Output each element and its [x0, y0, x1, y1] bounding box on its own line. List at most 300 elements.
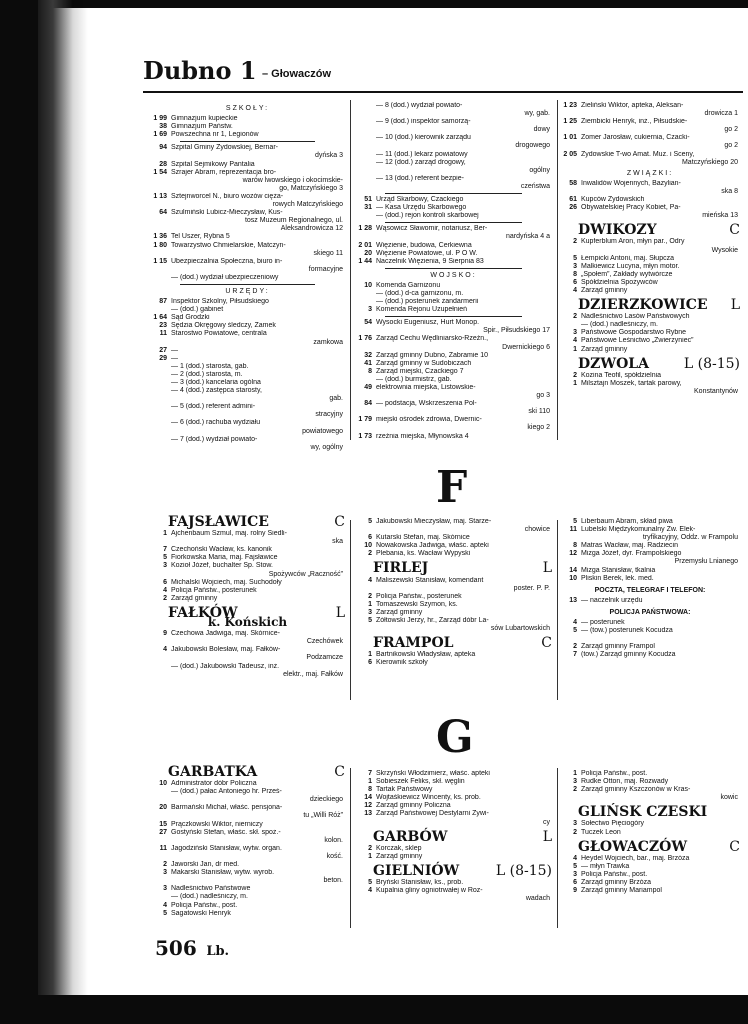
entry-text: — (dod.) posterunek żandarmerii: [376, 298, 479, 306]
section-heading: ZWIĄZKI:: [626, 169, 674, 177]
phone-number: 4: [573, 854, 577, 862]
phone-number: [150, 371, 171, 379]
entry-continuation: Przemysłu Lnianego: [674, 558, 738, 566]
directory-entry: [150, 371, 345, 379]
directory-entry: [355, 651, 552, 659]
phone-number: [355, 175, 376, 183]
phone-number: 61: [569, 196, 577, 204]
town-heading: [560, 355, 740, 372]
directory-entry: [150, 663, 345, 671]
directory-entry: [560, 871, 740, 879]
directory-entry: [150, 363, 345, 371]
subsection-heading: POCZTA, TELEGRAF I TELEFON:: [594, 586, 706, 594]
entry-continuation: wy, gab.: [524, 110, 550, 118]
phone-number: 84: [364, 400, 372, 408]
entry-text: Inspektor Szkolny, Piłsudskiego: [171, 298, 269, 306]
entry-text: Zarząd gminny: [376, 852, 423, 860]
phone-number: 4: [573, 619, 577, 627]
phone-number: 1: [573, 379, 577, 387]
phone-number: 58: [569, 179, 577, 187]
phone-number: 6: [573, 879, 577, 887]
entry-continuation: sów Lubartowskich: [490, 625, 550, 633]
entry-text: Rudke Otton, maj. Rozwady: [581, 778, 669, 786]
phone-number: 31: [364, 204, 372, 212]
entry-continuation: tryfikacyjny, Oddz. w Frampolu: [642, 534, 738, 542]
entry-text: Więzienie Powiatowe, ul. P O W.: [376, 249, 478, 257]
directory-entry: [560, 238, 740, 246]
entry-text: Spółdzielnia Spożywców: [581, 278, 658, 286]
phone-number: 1 69: [153, 131, 167, 139]
directory-entry: [355, 175, 552, 183]
directory-entry: [355, 659, 552, 667]
column-dubno-offices-continued: [355, 102, 552, 441]
directory-entry: [150, 209, 345, 217]
town-name: FRAMPOL: [373, 635, 454, 652]
directory-entry: [150, 193, 345, 201]
entry-continuation: kiego 2: [527, 424, 550, 432]
entry-continuation: tu „Willi Róż”: [303, 812, 343, 820]
town-heading: [355, 635, 552, 652]
entry-text: Gimnazjum kupieckie: [171, 115, 238, 123]
phone-number: 3: [163, 562, 167, 570]
directory-entry: [355, 151, 552, 159]
phone-number: 5: [573, 254, 577, 262]
entry-text: Ajchenbaum Szmul, maj. rolny Siedli-: [171, 530, 287, 538]
entry-text: Ubezpieczalnia Społeczna, biuro in-: [171, 257, 283, 265]
entry-continuation: ska: [332, 538, 343, 546]
directory-entry: [355, 794, 552, 802]
phone-number: 51: [364, 196, 372, 204]
phone-number: [355, 290, 376, 298]
phone-number: 4: [163, 646, 167, 654]
directory-entry: [355, 416, 552, 424]
phone-number: [355, 298, 376, 306]
phone-number: 1 36: [153, 233, 167, 241]
entry-text: Zarząd gminny: [171, 594, 218, 602]
entry-text: Kierownik szkoły: [376, 659, 428, 667]
entry-continuation: Spożywców „Raczność”: [268, 570, 343, 578]
directory-entry: [355, 225, 552, 233]
phone-number: 27: [159, 346, 167, 354]
exchange-code: C: [729, 838, 740, 855]
entry-divider: [385, 222, 522, 223]
directory-entry: [355, 617, 552, 625]
directory-entry: [150, 804, 345, 812]
directory-entry: [355, 204, 552, 212]
entry-continuation: dyńska 3: [314, 152, 343, 160]
entry-text: Policja Państw., post.: [171, 901, 238, 909]
entry-text: — 6 (dod.) rachuba wydziału: [171, 419, 261, 427]
phone-number: 54: [364, 319, 372, 327]
entry-text: Milsztajn Moszek, tartak parowy,: [581, 379, 682, 387]
entry-text: Obywatelskiej Pracy Kobiet, Pa-: [581, 204, 681, 212]
entry-continuation: Aleksandrowicza 12: [280, 225, 343, 233]
directory-entry: [560, 829, 740, 837]
entry-text: — (dod.) Jakubowski Tadeusz, inż.: [171, 662, 280, 670]
entry-text: Bryński Stanisław, ks., prob.: [376, 879, 464, 887]
entry-text: Wojtaśkiewicz Wincenty, ks. prob.: [376, 794, 481, 802]
entry-text: Kutarski Stefan, maj. Skórnice: [376, 534, 470, 542]
phone-number: 1 23: [563, 102, 577, 109]
column-garbatka: [150, 762, 345, 918]
phone-number: 1 25: [563, 118, 577, 126]
entry-text: „Społem”, Zakłady wytwórcze: [581, 270, 673, 278]
directory-entry: [150, 646, 345, 654]
directory-entry: [560, 887, 740, 895]
town-name: GARBATKA: [168, 764, 258, 780]
phone-number: 4: [163, 586, 167, 594]
phone-number: 3: [573, 778, 577, 786]
phone-number: 8: [573, 270, 577, 278]
phone-number: 20: [364, 249, 372, 257]
directory-entry: [560, 196, 740, 204]
directory-entry: [150, 169, 345, 177]
entry-continuation: poster. P. P.: [513, 584, 550, 592]
town-name: DZIERZKOWICE: [578, 297, 708, 314]
entry-text: Jakubowski Bolesław, maj. Fałków-: [171, 646, 281, 654]
phone-number: 1 15: [153, 257, 167, 265]
directory-entry: [355, 879, 552, 887]
entry-text: — (dod.) burmistrz, gab.: [376, 375, 452, 383]
entry-text: Ziembicki Henryk, inż., Piłsudskie-: [581, 118, 688, 126]
entry-text: Łempicki Antoni, maj. Słupcza: [581, 254, 674, 262]
entry-continuation: Dwernickiego 6: [502, 343, 550, 351]
directory-entry: [355, 384, 552, 392]
entry-text: Sołectwo Pięciogóry: [581, 820, 645, 828]
phone-number: [150, 363, 171, 371]
directory-entry: [355, 298, 552, 306]
entry-text: Plebania, ks. Wacław Wypyski: [376, 550, 471, 558]
entry-continuation: Czechówek: [306, 638, 343, 646]
entry-divider: [180, 141, 315, 142]
exchange-code: L (8-15): [495, 862, 552, 879]
header-rule: [143, 91, 743, 93]
phone-number: 1 73: [358, 432, 372, 440]
directory-entry: [150, 780, 345, 788]
phone-number: 1 28: [358, 225, 372, 233]
entry-text: rzeźnia miejska, Młynowska 4: [376, 432, 469, 440]
entry-text: — 13 (dod.) referent bezpie-: [376, 174, 464, 182]
entry-text: — (dod.) nadleśniczy, m.: [581, 321, 658, 329]
phone-number: 3: [573, 870, 577, 878]
entry-text: Heydel Wojciech, bar., maj. Brzóza: [581, 854, 690, 862]
directory-entry: [355, 319, 552, 327]
directory-entry: [150, 355, 345, 363]
directory-entry: [355, 542, 552, 550]
phone-number: 13: [364, 810, 372, 818]
entry-text: Zarząd gminny Mariampol: [581, 887, 662, 895]
directory-entry: [150, 123, 345, 131]
entry-text: Towarzystwo Chmielarskie, Matczyn-: [171, 241, 286, 249]
entry-text: Michalski Wojciech, maj. Suchodoły: [171, 578, 282, 586]
entry-text: Zieliński Wiktor, apteka, Aleksan-: [581, 102, 684, 109]
directory-entry: [355, 335, 552, 343]
entry-continuation: go 2: [724, 142, 738, 150]
phone-number: [150, 436, 171, 444]
entry-text: Mizga Józef, dyr. Frampolskiego: [581, 550, 682, 558]
directory-entry: [560, 180, 740, 188]
directory-entry: [150, 845, 345, 853]
town-name: GARBÓW: [373, 828, 448, 845]
entry-text: Barmański Michał, właśc. pensjona-: [171, 804, 283, 812]
phone-number: [150, 663, 171, 671]
town-name: DZWOLA: [578, 355, 649, 372]
phone-number: 3: [163, 869, 167, 877]
directory-entry: [150, 233, 345, 241]
phone-number: 38: [159, 123, 167, 131]
entry-text: — 7 (dod.) wydział powiato-: [171, 435, 258, 443]
entry-text: Więzienie, budowa, Cerkiewna: [376, 241, 472, 249]
phone-number: 2: [573, 313, 577, 321]
town-name: GIELNIÓW: [373, 862, 460, 879]
phone-number: [150, 419, 171, 427]
entry-text: Mizga Stanisław, tkalnia: [581, 566, 656, 574]
entry-text: — 9 (dod.) inspektor samorzą-: [376, 118, 471, 126]
column-divider: [350, 100, 351, 440]
directory-entry: [560, 619, 740, 627]
directory-entry: [560, 321, 740, 329]
phone-number: 7: [163, 546, 167, 554]
entry-continuation: ski 110: [528, 408, 550, 416]
entry-continuation: zamkowa: [313, 338, 343, 346]
entry-text: Policja Państw., posterunek: [376, 592, 462, 600]
entry-text: Wysocki Eugeniusz, Hurt Monop.: [376, 319, 480, 327]
page-subtitle: – Głowaczów: [262, 68, 332, 80]
phone-number: 8: [368, 786, 372, 794]
entry-text: Gostyński Stefan, właśc. skł. spoż.-: [171, 828, 281, 836]
entry-text: Tel Uszer, Rybna 5: [171, 233, 230, 241]
phone-number: 11: [159, 330, 167, 338]
directory-entry: [150, 893, 345, 901]
entry-text: Sztejnworcel N., biuro wozów cięża-: [171, 192, 284, 200]
entry-text: Zomer Jarosław, cukiernia, Czacki-: [581, 134, 690, 142]
entry-divider: [385, 193, 522, 194]
directory-entry: [355, 601, 552, 609]
directory-entry: [560, 118, 740, 126]
entry-continuation: go, Matczyńskiego 3: [279, 184, 343, 192]
phone-number: 10: [364, 542, 372, 550]
phone-number: 64: [159, 209, 167, 217]
directory-entry: [355, 853, 552, 861]
directory-entry: [355, 550, 552, 558]
directory-entry: [560, 778, 740, 786]
entry-text: Nowakowska Jadwiga, właśc. apteki: [376, 542, 489, 550]
column-dubno-schools-offices: [150, 102, 345, 452]
entry-text: Zarząd gminny: [581, 286, 628, 294]
directory-entry: [150, 379, 345, 387]
directory-entry: [150, 554, 345, 562]
entry-continuation: czeństwa: [520, 182, 550, 190]
entry-text: Naczelnik Więzienia, 9 Sierpnia 83: [376, 257, 484, 265]
directory-entry: [355, 802, 552, 810]
entry-text: Sagatowski Henryk: [171, 909, 231, 917]
directory-entry: [355, 159, 552, 167]
entry-continuation: Wysokie: [711, 246, 738, 254]
directory-entry: [150, 330, 345, 338]
phone-number: 1 44: [358, 257, 372, 265]
town-heading: [150, 514, 345, 530]
directory-entry: [560, 279, 740, 287]
entry-text: Policja Państw., post.: [581, 870, 648, 878]
entry-text: Zarząd Państwowej Destylarni Żywi-: [376, 810, 489, 818]
directory-entry: [560, 643, 740, 651]
phone-number: 1 80: [153, 241, 167, 249]
directory-entry: [355, 778, 552, 786]
directory-entry: [150, 258, 345, 266]
column-frampol-continued: [560, 518, 740, 659]
directory-entry: [355, 196, 552, 204]
phone-number: [355, 212, 376, 220]
entry-text: Kupalnia gliny ogniotrwałej w Roz-: [376, 887, 483, 895]
entry-text: Zarząd gminny Policzna: [376, 802, 451, 810]
phone-number: 10: [569, 574, 577, 582]
page-abbrev: Lb.: [206, 944, 230, 959]
column-firlej-frampol: [355, 518, 552, 668]
entry-text: Kozina Teofil, spółdzielnia: [581, 371, 662, 379]
directory-entry: [355, 845, 552, 853]
entry-continuation: dzieckiego: [309, 796, 343, 804]
directory-entry: [355, 242, 552, 250]
entry-continuation: tosz Muzeum Regionalnego, ul.: [244, 217, 343, 225]
exchange-code: L: [542, 828, 552, 845]
directory-entry: [150, 587, 345, 595]
phone-number: 5: [368, 879, 372, 887]
entry-text: —: [171, 354, 178, 362]
entry-continuation: cy: [543, 818, 550, 826]
entry-text: Malkiewicz Lucyna, młyn motor.: [581, 262, 680, 270]
entry-text: Zarząd gminny Frampol: [581, 643, 655, 651]
entry-text: Czechoński Wacław, ks. kanonik: [171, 546, 272, 554]
page-title: Dubno 1: [143, 56, 257, 85]
directory-entry: [150, 403, 345, 411]
entry-text: — (dod.) wydział ubezpieczeniowy: [171, 273, 279, 281]
phone-number: 5: [573, 518, 577, 525]
entry-text: — (tow.) posterunek Kocudza: [581, 627, 673, 635]
entry-continuation: nardyńska 4 a: [506, 233, 550, 241]
directory-entry: [150, 419, 345, 427]
phone-number: 4: [368, 576, 372, 584]
entry-continuation: stracyjny: [315, 411, 343, 419]
entry-text: — 12 (dod.) zarząd drogowy,: [376, 158, 466, 166]
directory-entry: [355, 134, 552, 142]
directory-entry: [355, 212, 552, 220]
entry-text: Zarząd gminny: [376, 608, 423, 616]
entry-continuation: go 3: [536, 392, 550, 400]
directory-entry: [150, 387, 345, 395]
directory-entry: [560, 855, 740, 863]
entry-continuation: Konstantynów: [694, 387, 738, 395]
phone-number: 3: [573, 262, 577, 270]
phone-number: 3: [573, 329, 577, 337]
phone-number: [150, 403, 171, 411]
entry-text: — naczelnik urzędu: [581, 596, 643, 604]
entry-continuation: beton.: [323, 877, 343, 885]
entry-continuation: kość.: [326, 852, 343, 860]
town-name: FIRLEJ: [373, 560, 429, 577]
phone-number: 1 01: [563, 134, 577, 142]
entry-text: Nadleśnictwo Lasów Państwowych: [581, 313, 690, 321]
entry-continuation: kowic: [720, 794, 738, 802]
entry-continuation: mieńska 13: [702, 212, 738, 220]
entry-text: Zarząd gminny Brzóza: [581, 879, 652, 887]
entry-text: Matras Wacław, maj. Radziecin: [581, 542, 678, 550]
directory-entry: [150, 314, 345, 322]
entry-text: — 10 (dod.) kierownik zarządu: [376, 134, 471, 142]
phone-number: 15: [159, 820, 167, 828]
page-footer: [155, 936, 229, 960]
phone-number: 49: [364, 384, 372, 391]
entry-text: Administrator dóbr Policzna: [171, 780, 257, 788]
entry-text: Sąd Grodzki: [171, 314, 210, 322]
entry-text: Jaworski Jan, dr med.: [171, 861, 240, 869]
directory-entry: [150, 861, 345, 869]
entry-text: Szrajer Abram, reprezentacja bro-: [171, 168, 277, 176]
phone-number: 1: [573, 770, 577, 777]
phone-number: 3: [368, 306, 372, 314]
phone-number: 3: [573, 820, 577, 828]
directory-entry: [355, 593, 552, 601]
directory-entry: [150, 829, 345, 837]
phone-number: 10: [159, 780, 167, 788]
entry-continuation: warów lwowskiego i okocimskie-: [242, 176, 343, 184]
directory-entry: [560, 271, 740, 279]
section-heading: SZKOŁY:: [225, 105, 270, 112]
phone-number: [355, 134, 376, 142]
directory-entry: [355, 433, 552, 441]
town-name: DWIKOZY: [578, 222, 657, 239]
phone-number: 2: [573, 238, 577, 246]
directory-entry: [355, 250, 552, 258]
exchange-code: C: [541, 635, 552, 652]
entry-text: Jagodziński Stanisław, wytw. organ.: [171, 844, 282, 852]
phone-number: 2: [163, 594, 167, 602]
entry-text: — 3 (dod.) kancelaria ogólna: [171, 379, 261, 386]
scan-shadow-edge: [38, 0, 88, 1024]
phone-number: 41: [364, 359, 372, 367]
entry-text: — podstacja, Wskrzeszenia Pol-: [376, 400, 477, 408]
phone-number: 2 05: [563, 150, 577, 158]
entry-divider: [180, 284, 315, 285]
entry-continuation: Matczyńskiego 20: [681, 158, 738, 166]
entry-text: Sobieszek Feliks, skł. węglin: [376, 778, 465, 786]
entry-text: Gimnazjum Państw.: [171, 123, 233, 131]
directory-entry: [355, 360, 552, 368]
phone-number: 14: [364, 794, 372, 802]
phone-number: 6: [573, 278, 577, 286]
column-divider: [557, 768, 558, 928]
section-heading: URZĘDY:: [225, 287, 270, 295]
directory-entry: [355, 376, 552, 384]
town-heading: [355, 560, 552, 577]
entry-text: Zarząd Cechu Wędliniarsko-Rzeźn.,: [376, 335, 489, 343]
phone-number: 10: [364, 281, 372, 289]
directory-entry: [355, 887, 552, 895]
entry-text: Korczak, sklep: [376, 844, 422, 852]
directory-entry: [560, 879, 740, 887]
directory-entry: [560, 863, 740, 871]
entry-text: Komenda Rejonu Uzupełnień: [376, 306, 468, 314]
directory-entry: [560, 313, 740, 321]
entry-text: — Kasa Urzędu Skarbowego: [376, 204, 467, 212]
scan-border-bottom: [0, 995, 748, 1024]
phone-number: [355, 118, 376, 126]
phone-number: 2: [368, 550, 372, 558]
phone-number: 8: [573, 542, 577, 550]
phone-number: 3: [368, 608, 372, 616]
entry-continuation: Spir., Piłsudskiego 17: [483, 327, 550, 335]
directory-entry: [150, 788, 345, 796]
entry-continuation: go 2: [724, 126, 738, 134]
